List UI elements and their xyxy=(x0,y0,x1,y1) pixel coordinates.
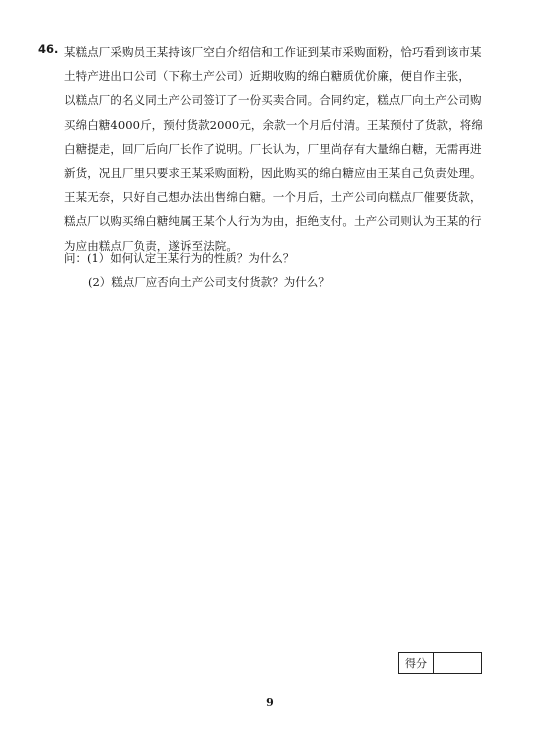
question-line: 以糕点厂的名义同土产公司签订了一份买卖合同。合同约定，糕点厂向土产公司购 xyxy=(64,93,482,108)
score-box xyxy=(398,652,482,674)
question-body xyxy=(64,40,494,258)
score-label: 得分 xyxy=(399,653,434,673)
question-line: 王某无奈，只好自己想办法出售绵白糖。一个月后，土产公司向糕点厂催要货款， xyxy=(64,190,482,205)
page-number: 9 xyxy=(266,696,274,709)
question-line: 土特产进出口公司（下称土产公司）近期收购的绵白糖质优价廉，便自作主张， xyxy=(64,69,470,84)
score-entry-cell[interactable] xyxy=(434,653,481,673)
question-line: 糕点厂以购买绵白糖纯属王某个人行为为由，拒绝支付。土产公司则认为王某的行 xyxy=(64,214,482,229)
question-line: 某糕点厂采购员王某持该厂空白介绍信和工作证到某市采购面粉，恰巧看到该市某 xyxy=(64,45,482,59)
question-line: 买绵白糖4000斤，预付货款2000元，余款一个月后付清。王某预付了货款，将绵 xyxy=(64,117,483,132)
sub-question-2: (2）糕点厂应否向土产公司支付货款？为什么？ xyxy=(88,275,330,289)
question-line: 新货，况且厂里只要求王某采购面粉，因此购买的绵白糖应由王某自己负责处理。 xyxy=(64,165,482,180)
sub-questions xyxy=(64,246,330,294)
question-line: 白糖提走，回厂后向厂长作了说明。厂长认为，厂里尚存有大量绵白糖，无需再进 xyxy=(64,141,482,156)
sub-question-1: 问：(1）如何认定王某行为的性质？为什么？ xyxy=(64,251,295,265)
question-line: 为应由糕点厂负责，遂诉至法院。 xyxy=(64,238,238,253)
question-number: 46. xyxy=(38,42,59,56)
